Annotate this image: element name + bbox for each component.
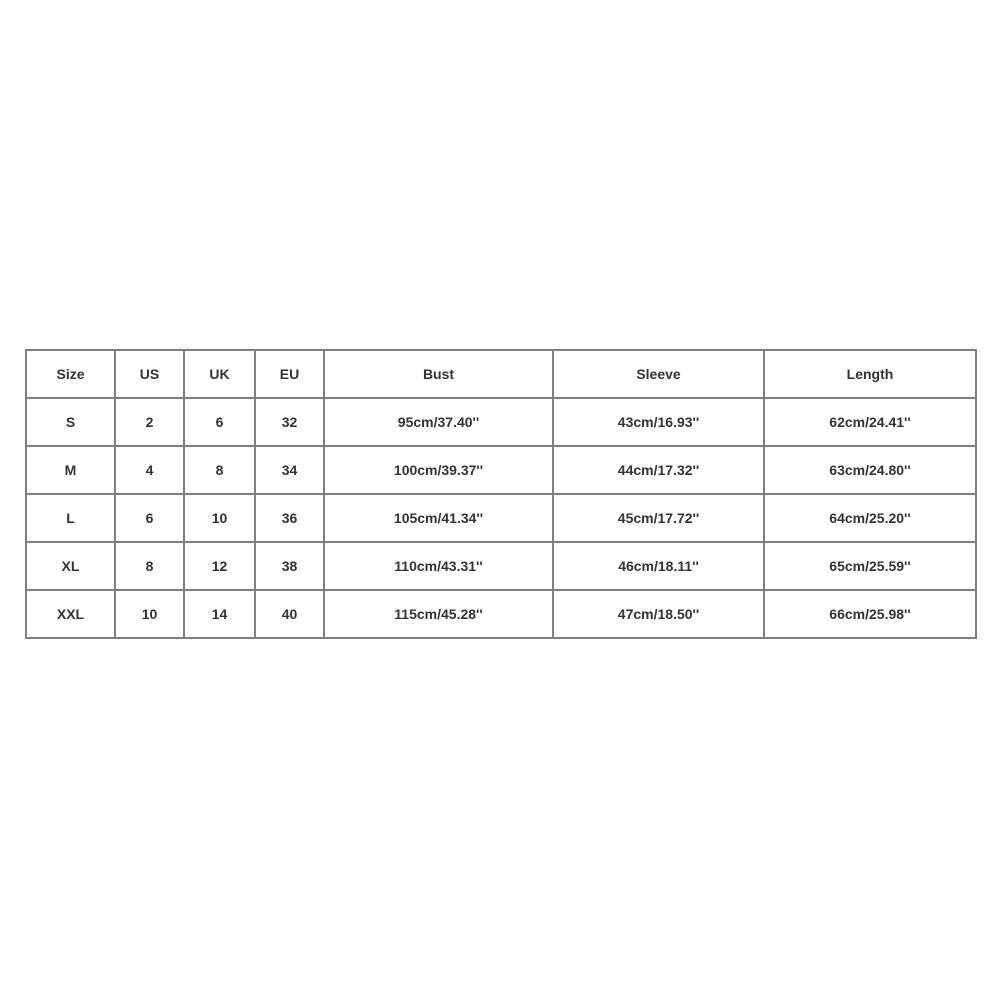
header-eu: EU (255, 350, 324, 398)
table-row (26, 590, 976, 638)
cell-eu: 32 (255, 398, 324, 446)
cell-bust: 105cm/41.34'' (324, 494, 553, 542)
cell-bust: 95cm/37.40'' (324, 398, 553, 446)
cell-bust: 110cm/43.31'' (324, 542, 553, 590)
cell-us: 2 (115, 398, 184, 446)
cell-eu: 34 (255, 446, 324, 494)
cell-us: 10 (115, 590, 184, 638)
cell-size: XXL (26, 590, 115, 638)
table-row (26, 494, 976, 542)
cell-sleeve: 45cm/17.72'' (553, 494, 764, 542)
cell-length: 63cm/24.80'' (764, 446, 976, 494)
header-bust: Bust (324, 350, 553, 398)
cell-sleeve: 47cm/18.50'' (553, 590, 764, 638)
cell-uk: 6 (184, 398, 255, 446)
cell-size: XL (26, 542, 115, 590)
cell-sleeve: 43cm/16.93'' (553, 398, 764, 446)
header-uk: UK (184, 350, 255, 398)
cell-length: 64cm/25.20'' (764, 494, 976, 542)
cell-size: M (26, 446, 115, 494)
cell-us: 6 (115, 494, 184, 542)
cell-uk: 10 (184, 494, 255, 542)
table-row (26, 446, 976, 494)
cell-eu: 38 (255, 542, 324, 590)
header-length: Length (764, 350, 976, 398)
cell-eu: 40 (255, 590, 324, 638)
cell-sleeve: 44cm/17.32'' (553, 446, 764, 494)
cell-eu: 36 (255, 494, 324, 542)
cell-uk: 8 (184, 446, 255, 494)
cell-sleeve: 46cm/18.11'' (553, 542, 764, 590)
cell-us: 8 (115, 542, 184, 590)
header-us: US (115, 350, 184, 398)
size-chart-table (25, 349, 977, 639)
cell-us: 4 (115, 446, 184, 494)
cell-bust: 115cm/45.28'' (324, 590, 553, 638)
cell-size: L (26, 494, 115, 542)
table-row (26, 398, 976, 446)
header-row (26, 350, 976, 398)
cell-length: 66cm/25.98'' (764, 590, 976, 638)
header-size: Size (26, 350, 115, 398)
cell-size: S (26, 398, 115, 446)
cell-length: 62cm/24.41'' (764, 398, 976, 446)
cell-length: 65cm/25.59'' (764, 542, 976, 590)
cell-uk: 12 (184, 542, 255, 590)
table-row (26, 542, 976, 590)
cell-uk: 14 (184, 590, 255, 638)
header-sleeve: Sleeve (553, 350, 764, 398)
cell-bust: 100cm/39.37'' (324, 446, 553, 494)
